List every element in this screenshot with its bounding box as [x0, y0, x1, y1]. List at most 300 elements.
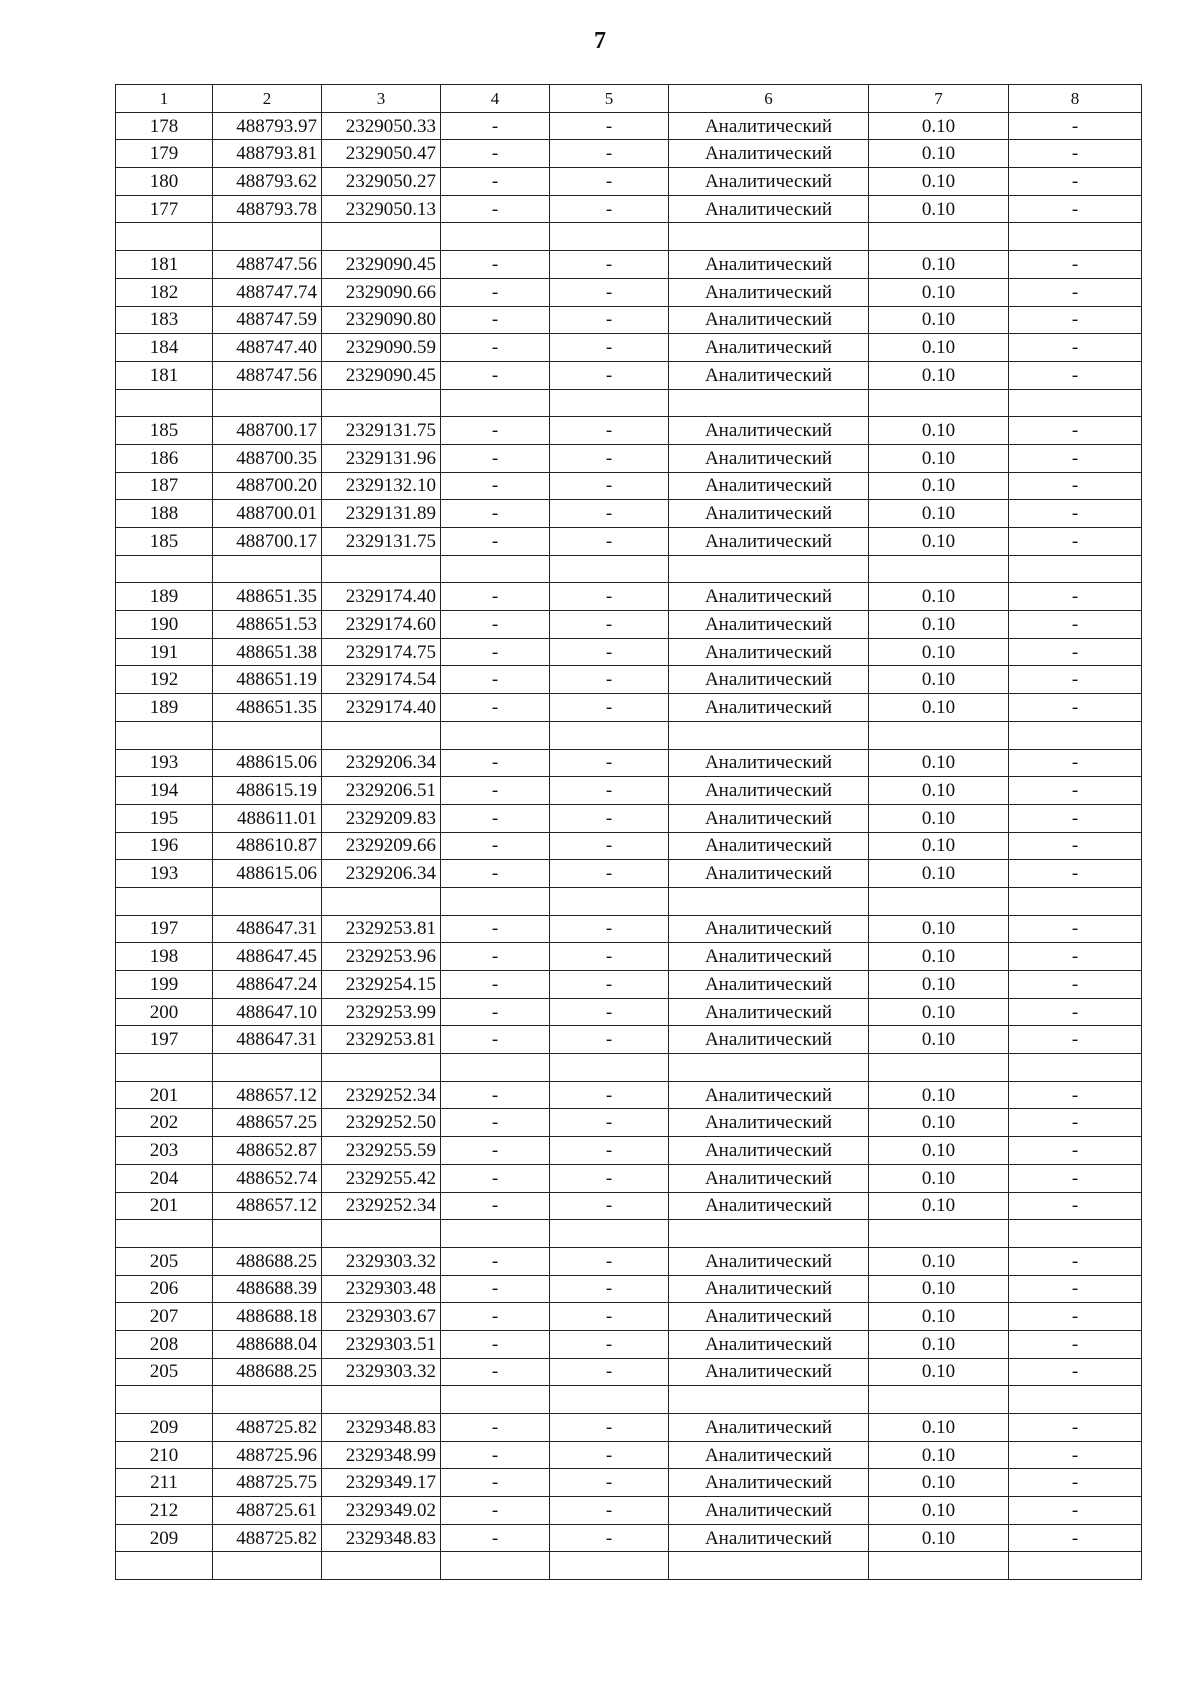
point-number-cell: 209 — [116, 1524, 213, 1552]
accuracy-cell: 0.10 — [869, 472, 1009, 500]
method-cell: Аналитический — [669, 417, 869, 445]
x-coordinate-cell: 488688.18 — [213, 1303, 322, 1331]
x-coordinate-cell: 488651.38 — [213, 638, 322, 666]
column-4-cell: - — [441, 611, 550, 639]
column-8-cell: - — [1009, 168, 1142, 196]
y-coordinate-cell: 2329206.34 — [322, 749, 441, 777]
column-8-cell: - — [1009, 195, 1142, 223]
column-5-cell: - — [550, 112, 669, 140]
column-8-cell: - — [1009, 1081, 1142, 1109]
column-5-cell: - — [550, 638, 669, 666]
column-8-cell: - — [1009, 611, 1142, 639]
column-8-cell: - — [1009, 112, 1142, 140]
accuracy-cell: 0.10 — [869, 777, 1009, 805]
point-number-cell: 199 — [116, 971, 213, 999]
table-row — [116, 777, 1142, 805]
accuracy-cell: 0.10 — [869, 832, 1009, 860]
x-coordinate-cell: 488652.87 — [213, 1137, 322, 1165]
accuracy-cell: 0.10 — [869, 1497, 1009, 1525]
accuracy-cell: 0.10 — [869, 1109, 1009, 1137]
column-8-cell: - — [1009, 140, 1142, 168]
column-8-cell: - — [1009, 666, 1142, 694]
method-cell — [669, 1220, 869, 1248]
y-coordinate-cell — [322, 1552, 441, 1580]
point-number-cell: 180 — [116, 168, 213, 196]
column-4-cell — [441, 389, 550, 417]
x-coordinate-cell: 488747.40 — [213, 334, 322, 362]
table-row — [116, 334, 1142, 362]
column-8-cell: - — [1009, 1497, 1142, 1525]
point-number-cell: 177 — [116, 195, 213, 223]
column-4-cell: - — [441, 112, 550, 140]
accuracy-cell — [869, 887, 1009, 915]
y-coordinate-cell: 2329255.42 — [322, 1164, 441, 1192]
column-8-cell — [1009, 389, 1142, 417]
table-row — [116, 1414, 1142, 1442]
y-coordinate-cell: 2329090.66 — [322, 278, 441, 306]
table-row — [116, 694, 1142, 722]
method-cell — [669, 1054, 869, 1082]
accuracy-cell: 0.10 — [869, 444, 1009, 472]
column-4-cell: - — [441, 1469, 550, 1497]
point-number-cell: 186 — [116, 444, 213, 472]
method-cell: Аналитический — [669, 1358, 869, 1386]
accuracy-cell: 0.10 — [869, 666, 1009, 694]
point-number-cell: 178 — [116, 112, 213, 140]
y-coordinate-cell: 2329348.83 — [322, 1524, 441, 1552]
x-coordinate-cell: 488700.20 — [213, 472, 322, 500]
column-8-cell: - — [1009, 1026, 1142, 1054]
column-4-cell — [441, 1054, 550, 1082]
accuracy-cell: 0.10 — [869, 417, 1009, 445]
x-coordinate-cell: 488725.82 — [213, 1524, 322, 1552]
column-header: 8 — [1009, 85, 1142, 113]
y-coordinate-cell: 2329253.81 — [322, 1026, 441, 1054]
column-header: 4 — [441, 85, 550, 113]
x-coordinate-cell: 488652.74 — [213, 1164, 322, 1192]
x-coordinate-cell: 488615.19 — [213, 777, 322, 805]
y-coordinate-cell — [322, 389, 441, 417]
column-8-cell: - — [1009, 1414, 1142, 1442]
x-coordinate-cell: 488647.24 — [213, 971, 322, 999]
point-number-cell: 187 — [116, 472, 213, 500]
column-5-cell: - — [550, 860, 669, 888]
column-8-cell — [1009, 1054, 1142, 1082]
column-8-cell: - — [1009, 1192, 1142, 1220]
accuracy-cell: 0.10 — [869, 694, 1009, 722]
point-number-cell: 188 — [116, 500, 213, 528]
accuracy-cell: 0.10 — [869, 195, 1009, 223]
x-coordinate-cell: 488747.74 — [213, 278, 322, 306]
column-5-cell — [550, 1054, 669, 1082]
x-coordinate-cell: 488615.06 — [213, 749, 322, 777]
method-cell: Аналитический — [669, 528, 869, 556]
method-cell: Аналитический — [669, 1497, 869, 1525]
y-coordinate-cell — [322, 1220, 441, 1248]
y-coordinate-cell: 2329303.48 — [322, 1275, 441, 1303]
column-4-cell: - — [441, 1026, 550, 1054]
y-coordinate-cell: 2329090.45 — [322, 361, 441, 389]
x-coordinate-cell: 488725.61 — [213, 1497, 322, 1525]
table-row — [116, 1497, 1142, 1525]
x-coordinate-cell — [213, 555, 322, 583]
table-row — [116, 971, 1142, 999]
y-coordinate-cell: 2329253.81 — [322, 915, 441, 943]
table-row — [116, 721, 1142, 749]
point-number-cell: 197 — [116, 915, 213, 943]
point-number-cell — [116, 389, 213, 417]
point-number-cell: 206 — [116, 1275, 213, 1303]
column-4-cell: - — [441, 1330, 550, 1358]
x-coordinate-cell — [213, 389, 322, 417]
table-row — [116, 472, 1142, 500]
column-5-cell — [550, 887, 669, 915]
table-row — [116, 1275, 1142, 1303]
table-row — [116, 887, 1142, 915]
column-4-cell: - — [441, 472, 550, 500]
column-5-cell: - — [550, 1275, 669, 1303]
point-number-cell: 208 — [116, 1330, 213, 1358]
column-4-cell: - — [441, 1414, 550, 1442]
column-5-cell: - — [550, 666, 669, 694]
y-coordinate-cell: 2329050.13 — [322, 195, 441, 223]
column-5-cell: - — [550, 583, 669, 611]
point-number-cell: 194 — [116, 777, 213, 805]
column-5-cell: - — [550, 1109, 669, 1137]
method-cell: Аналитический — [669, 334, 869, 362]
accuracy-cell: 0.10 — [869, 1192, 1009, 1220]
table-row — [116, 915, 1142, 943]
column-5-cell: - — [550, 749, 669, 777]
point-number-cell: 185 — [116, 528, 213, 556]
column-4-cell: - — [441, 417, 550, 445]
column-5-cell: - — [550, 915, 669, 943]
accuracy-cell: 0.10 — [869, 943, 1009, 971]
method-cell — [669, 555, 869, 583]
table-row — [116, 1441, 1142, 1469]
method-cell: Аналитический — [669, 943, 869, 971]
column-5-cell: - — [550, 528, 669, 556]
column-5-cell: - — [550, 1441, 669, 1469]
column-8-cell: - — [1009, 638, 1142, 666]
x-coordinate-cell — [213, 1054, 322, 1082]
column-4-cell: - — [441, 278, 550, 306]
column-5-cell: - — [550, 1524, 669, 1552]
table-row — [116, 1386, 1142, 1414]
column-header: 7 — [869, 85, 1009, 113]
table-row — [116, 1081, 1142, 1109]
accuracy-cell: 0.10 — [869, 583, 1009, 611]
point-number-cell — [116, 887, 213, 915]
column-4-cell: - — [441, 1358, 550, 1386]
point-number-cell: 189 — [116, 583, 213, 611]
column-4-cell: - — [441, 361, 550, 389]
x-coordinate-cell: 488688.04 — [213, 1330, 322, 1358]
x-coordinate-cell: 488651.19 — [213, 666, 322, 694]
column-5-cell: - — [550, 998, 669, 1026]
accuracy-cell: 0.10 — [869, 278, 1009, 306]
x-coordinate-cell: 488700.17 — [213, 417, 322, 445]
column-5-cell: - — [550, 140, 669, 168]
x-coordinate-cell: 488647.31 — [213, 1026, 322, 1054]
column-5-cell: - — [550, 1247, 669, 1275]
table-row — [116, 1164, 1142, 1192]
point-number-cell: 203 — [116, 1137, 213, 1165]
accuracy-cell: 0.10 — [869, 140, 1009, 168]
y-coordinate-cell: 2329349.02 — [322, 1497, 441, 1525]
method-cell: Аналитический — [669, 998, 869, 1026]
column-4-cell: - — [441, 168, 550, 196]
table-row — [116, 638, 1142, 666]
column-5-cell: - — [550, 1303, 669, 1331]
accuracy-cell: 0.10 — [869, 1358, 1009, 1386]
point-number-cell: 190 — [116, 611, 213, 639]
column-4-cell: - — [441, 1192, 550, 1220]
method-cell: Аналитический — [669, 278, 869, 306]
method-cell: Аналитический — [669, 1109, 869, 1137]
x-coordinate-cell: 488747.59 — [213, 306, 322, 334]
x-coordinate-cell — [213, 1386, 322, 1414]
column-5-cell: - — [550, 1330, 669, 1358]
y-coordinate-cell: 2329253.99 — [322, 998, 441, 1026]
column-5-cell: - — [550, 195, 669, 223]
column-4-cell — [441, 1552, 550, 1580]
point-number-cell: 211 — [116, 1469, 213, 1497]
y-coordinate-cell: 2329303.32 — [322, 1247, 441, 1275]
y-coordinate-cell: 2329303.32 — [322, 1358, 441, 1386]
x-coordinate-cell: 488700.17 — [213, 528, 322, 556]
column-5-cell: - — [550, 444, 669, 472]
point-number-cell: 195 — [116, 804, 213, 832]
accuracy-cell: 0.10 — [869, 1524, 1009, 1552]
column-5-cell — [550, 1552, 669, 1580]
y-coordinate-cell: 2329131.89 — [322, 500, 441, 528]
table-row — [116, 168, 1142, 196]
table-row — [116, 389, 1142, 417]
point-number-cell: 189 — [116, 694, 213, 722]
column-8-cell: - — [1009, 444, 1142, 472]
accuracy-cell: 0.10 — [869, 168, 1009, 196]
column-4-cell: - — [441, 528, 550, 556]
method-cell: Аналитический — [669, 1164, 869, 1192]
point-number-cell: 191 — [116, 638, 213, 666]
column-8-cell: - — [1009, 1303, 1142, 1331]
y-coordinate-cell: 2329174.40 — [322, 694, 441, 722]
table-row — [116, 1330, 1142, 1358]
table-row — [116, 500, 1142, 528]
table-row — [116, 278, 1142, 306]
accuracy-cell — [869, 721, 1009, 749]
method-cell: Аналитический — [669, 1441, 869, 1469]
table-body — [116, 112, 1142, 1579]
point-number-cell — [116, 1552, 213, 1580]
column-5-cell: - — [550, 1469, 669, 1497]
point-number-cell — [116, 1220, 213, 1248]
method-cell: Аналитический — [669, 251, 869, 279]
column-4-cell: - — [441, 1109, 550, 1137]
column-8-cell — [1009, 1552, 1142, 1580]
column-4-cell — [441, 555, 550, 583]
column-5-cell: - — [550, 334, 669, 362]
y-coordinate-cell: 2329209.66 — [322, 832, 441, 860]
table-row — [116, 306, 1142, 334]
table-row — [116, 1303, 1142, 1331]
point-number-cell — [116, 1386, 213, 1414]
table-row — [116, 251, 1142, 279]
x-coordinate-cell: 488657.25 — [213, 1109, 322, 1137]
method-cell: Аналитический — [669, 832, 869, 860]
method-cell: Аналитический — [669, 1081, 869, 1109]
point-number-cell: 200 — [116, 998, 213, 1026]
y-coordinate-cell: 2329252.34 — [322, 1081, 441, 1109]
column-8-cell: - — [1009, 528, 1142, 556]
column-8-cell: - — [1009, 832, 1142, 860]
y-coordinate-cell: 2329303.67 — [322, 1303, 441, 1331]
point-number-cell: 183 — [116, 306, 213, 334]
column-8-cell: - — [1009, 306, 1142, 334]
y-coordinate-cell — [322, 1386, 441, 1414]
accuracy-cell — [869, 555, 1009, 583]
column-4-cell — [441, 1220, 550, 1248]
column-8-cell: - — [1009, 1524, 1142, 1552]
column-5-cell: - — [550, 417, 669, 445]
column-8-cell: - — [1009, 860, 1142, 888]
table-row — [116, 832, 1142, 860]
x-coordinate-cell — [213, 223, 322, 251]
column-4-cell: - — [441, 140, 550, 168]
column-8-cell: - — [1009, 1358, 1142, 1386]
column-4-cell: - — [441, 749, 550, 777]
table-row — [116, 1109, 1142, 1137]
point-number-cell: 207 — [116, 1303, 213, 1331]
method-cell: Аналитический — [669, 168, 869, 196]
method-cell: Аналитический — [669, 140, 869, 168]
accuracy-cell: 0.10 — [869, 1441, 1009, 1469]
table-row — [116, 583, 1142, 611]
table-row — [116, 417, 1142, 445]
column-5-cell: - — [550, 777, 669, 805]
accuracy-cell: 0.10 — [869, 1414, 1009, 1442]
column-5-cell — [550, 721, 669, 749]
column-8-cell: - — [1009, 1330, 1142, 1358]
column-5-cell: - — [550, 251, 669, 279]
column-8-cell — [1009, 1220, 1142, 1248]
x-coordinate-cell: 488700.01 — [213, 500, 322, 528]
column-4-cell: - — [441, 971, 550, 999]
accuracy-cell: 0.10 — [869, 334, 1009, 362]
column-8-cell: - — [1009, 251, 1142, 279]
table-row — [116, 555, 1142, 583]
accuracy-cell: 0.10 — [869, 251, 1009, 279]
x-coordinate-cell: 488651.35 — [213, 583, 322, 611]
column-5-cell: - — [550, 943, 669, 971]
accuracy-cell: 0.10 — [869, 1275, 1009, 1303]
x-coordinate-cell: 488651.35 — [213, 694, 322, 722]
point-number-cell: 210 — [116, 1441, 213, 1469]
point-number-cell — [116, 223, 213, 251]
accuracy-cell: 0.10 — [869, 1164, 1009, 1192]
table-row — [116, 943, 1142, 971]
column-5-cell: - — [550, 971, 669, 999]
x-coordinate-cell: 488793.62 — [213, 168, 322, 196]
table-row — [116, 1247, 1142, 1275]
column-header: 3 — [322, 85, 441, 113]
y-coordinate-cell — [322, 721, 441, 749]
column-8-cell: - — [1009, 998, 1142, 1026]
y-coordinate-cell: 2329132.10 — [322, 472, 441, 500]
column-5-cell: - — [550, 1026, 669, 1054]
method-cell: Аналитический — [669, 1469, 869, 1497]
y-coordinate-cell: 2329090.80 — [322, 306, 441, 334]
y-coordinate-cell: 2329090.59 — [322, 334, 441, 362]
accuracy-cell — [869, 1220, 1009, 1248]
column-5-cell: - — [550, 1164, 669, 1192]
table-row — [116, 1358, 1142, 1386]
accuracy-cell: 0.10 — [869, 638, 1009, 666]
column-4-cell: - — [441, 1441, 550, 1469]
column-4-cell — [441, 1386, 550, 1414]
y-coordinate-cell — [322, 1054, 441, 1082]
column-8-cell: - — [1009, 777, 1142, 805]
table-row — [116, 361, 1142, 389]
point-number-cell: 192 — [116, 666, 213, 694]
x-coordinate-cell: 488688.25 — [213, 1247, 322, 1275]
y-coordinate-cell: 2329209.83 — [322, 804, 441, 832]
column-5-cell — [550, 389, 669, 417]
point-number-cell: 193 — [116, 860, 213, 888]
method-cell: Аналитический — [669, 749, 869, 777]
method-cell: Аналитический — [669, 1275, 869, 1303]
column-4-cell: - — [441, 1497, 550, 1525]
point-number-cell: 197 — [116, 1026, 213, 1054]
method-cell: Аналитический — [669, 666, 869, 694]
column-8-cell: - — [1009, 915, 1142, 943]
accuracy-cell: 0.10 — [869, 306, 1009, 334]
y-coordinate-cell: 2329131.75 — [322, 417, 441, 445]
column-8-cell — [1009, 555, 1142, 583]
x-coordinate-cell: 488651.53 — [213, 611, 322, 639]
column-4-cell: - — [441, 694, 550, 722]
method-cell — [669, 1552, 869, 1580]
column-5-cell: - — [550, 1497, 669, 1525]
method-cell: Аналитический — [669, 1137, 869, 1165]
method-cell — [669, 223, 869, 251]
table-row — [116, 1552, 1142, 1580]
y-coordinate-cell: 2329090.45 — [322, 251, 441, 279]
column-4-cell: - — [441, 334, 550, 362]
point-number-cell: 179 — [116, 140, 213, 168]
column-header: 6 — [669, 85, 869, 113]
accuracy-cell — [869, 389, 1009, 417]
x-coordinate-cell: 488725.96 — [213, 1441, 322, 1469]
column-4-cell: - — [441, 1164, 550, 1192]
column-5-cell — [550, 1386, 669, 1414]
y-coordinate-cell: 2329254.15 — [322, 971, 441, 999]
x-coordinate-cell: 488688.39 — [213, 1275, 322, 1303]
column-4-cell: - — [441, 1303, 550, 1331]
table-row — [116, 195, 1142, 223]
accuracy-cell: 0.10 — [869, 804, 1009, 832]
x-coordinate-cell — [213, 1552, 322, 1580]
column-5-cell: - — [550, 1192, 669, 1220]
column-4-cell: - — [441, 1247, 550, 1275]
column-8-cell — [1009, 887, 1142, 915]
y-coordinate-cell: 2329174.60 — [322, 611, 441, 639]
point-number-cell: 201 — [116, 1081, 213, 1109]
table-row — [116, 1524, 1142, 1552]
column-4-cell: - — [441, 1137, 550, 1165]
y-coordinate-cell — [322, 555, 441, 583]
